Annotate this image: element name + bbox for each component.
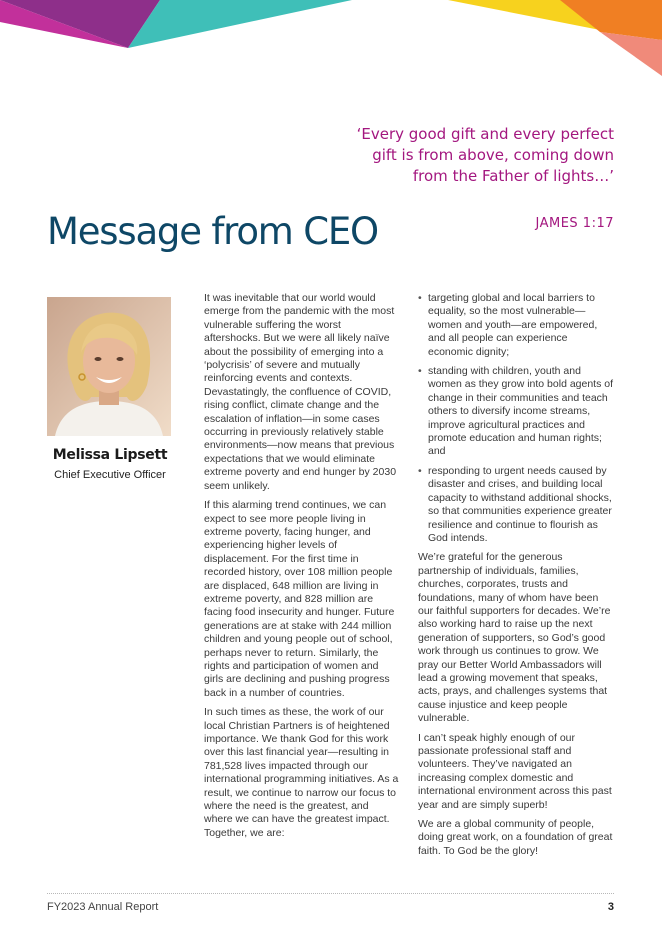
text-column-right [418, 292, 614, 864]
scripture-reference: JAMES 1:17 [535, 216, 614, 231]
paragraph: If this alarming trend continues, we can expect to see more people living in extreme poverty, facing hunger, and experiencing higher levels of displacement. For the first time in recorded history, over 108 million people are displaced, 648 million are living in extreme poverty, and 828 million are facing food insecurity and hunger. Future generations are at stake with 244 million children and young people out of school, perhaps never to return. Similarly, the rights and participation of women and girls are declining and pushing progress back in a number of countries. [204, 499, 395, 699]
list-item: • responding to urgent needs caused by disaster and crises, and building local capacity to withstand additional shocks, so that communities experience greater resilience and continue to flourish as God intends. [418, 465, 614, 545]
ceo-portrait [47, 297, 171, 436]
ceo-role: Chief Executive Officer [54, 469, 166, 481]
paragraph: In such times as these, the work of our local Christian Partners is of heightened importance. We thank God for this work over this last financial year—resulting in 781,528 lives impacted through our international programming initiatives. As a result, we continue to narrow our focus to where the need is the greatest, and where we can have the greatest impact. Together, we are: [204, 706, 399, 839]
page-title: Message from CEO [47, 210, 378, 253]
paragraph: We’re grateful for the generous partnership of individuals, families, churches, corporates, trusts and foundations, many of whom have been our faithful supporters for decades. We’re also working hard to raise up the next generation of supporters, so God’s good work through us continues to grow. We pray our Better World Ambassadors will lead a growing movement that speaks, acts, prays, and challenges systems that cause injustice and keep people vulnerable. [418, 551, 611, 725]
paragraph: We are a global community of people, doing great work, on a foundation of great faith. To God be the glory! [418, 818, 613, 857]
page-number: 3 [607, 901, 614, 913]
text-column-left [204, 292, 400, 846]
list-item: • standing with children, youth and women as they grow into bold agents of change in their communities and teach others to diversify income streams, improve agricultural practices and promote education and human rights; and [418, 365, 614, 459]
footer-divider [47, 893, 614, 894]
list-item: • targeting global and local barriers to equality, so the most vulnerable—women and youth—are empowered, and all people can experience economic dignity; [418, 292, 614, 359]
decorative-header-shapes [0, 0, 662, 90]
scripture-quote: ‘Every good gift and every perfect gift is from above, coming down from the Father of lights…’ [356, 125, 614, 185]
footer-report-title: FY2023 Annual Report [47, 901, 159, 913]
ceo-name: Melissa Lipsett [52, 447, 168, 463]
teal-triangle [128, 0, 352, 48]
commitments-list [418, 292, 614, 545]
paragraph: I can’t speak highly enough of our passionate professional staff and volunteers. They’ve navigated an increasing complex domestic and international environment across this past year and are simply superb! [418, 731, 612, 811]
paragraph: It was inevitable that our world would emerge from the pandemic with the most vulnerable suffering the worst aftershocks. But we were all likely naïve about the possibility of emerging into a ‘polycrisis’ of severe and mutually reinforcing events and contexts. Devastatingly, the confluence of COVID, rising conflict, climate change and the escalation of inflation—in some cases occurring in previously relatively stable environments—now means that previous expectations that we would eliminate extreme poverty and end hunger by 2030 seem unlikely. [204, 292, 397, 492]
